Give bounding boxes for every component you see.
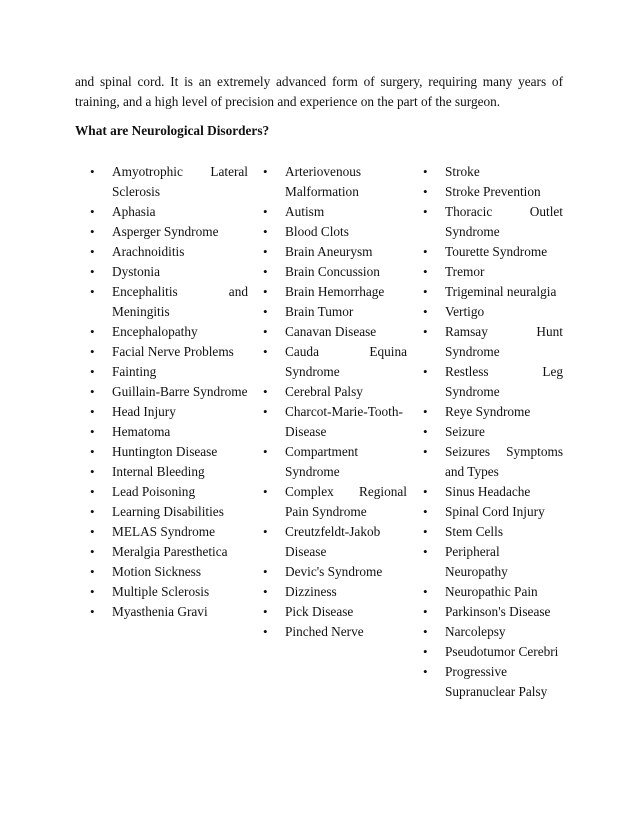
bullet-icon: • — [423, 664, 428, 679]
bullet-icon: • — [263, 224, 268, 239]
list-item-label: Tourette Syndrome — [445, 244, 548, 259]
bullet-icon: • — [263, 164, 268, 179]
list-item — [90, 262, 248, 282]
list-item — [263, 262, 407, 282]
list-item-label: Seizure — [445, 424, 485, 439]
bullet-icon: • — [90, 204, 95, 219]
list-item-label: Pinched Nerve — [285, 624, 364, 639]
list-item-label: Sinus Headache — [445, 484, 531, 499]
list-item — [263, 302, 407, 322]
list-item-label: Brain Tumor — [285, 304, 354, 319]
list-item-label: Facial Nerve Problems — [112, 344, 234, 359]
bullet-icon: • — [90, 544, 95, 559]
list-item-label: Lead Poisoning — [112, 484, 196, 499]
list-item-label: Pick Disease — [285, 604, 354, 619]
list-item — [263, 162, 407, 202]
list-item-label: Parkinson's Disease — [445, 604, 551, 619]
bullet-icon: • — [90, 484, 95, 499]
list-item — [90, 562, 248, 582]
bullet-icon: • — [90, 424, 95, 439]
list-item — [263, 402, 407, 442]
list-item — [90, 242, 248, 262]
list-item-label: Brain Aneurysm — [285, 244, 373, 259]
bullet-icon: • — [423, 184, 428, 199]
bullet-icon: • — [263, 624, 268, 639]
list-item — [423, 542, 563, 582]
list-item-label: Tremor — [445, 264, 485, 279]
list-item — [423, 602, 563, 622]
bullet-icon: • — [423, 524, 428, 539]
list-item — [423, 622, 563, 642]
list-item-label: Pseudotumor Cerebri — [445, 644, 559, 659]
list-item — [423, 182, 563, 202]
list-item-label: Amyotrophic Lateral Sclerosis — [112, 164, 248, 199]
bullet-icon: • — [90, 444, 95, 459]
list-item — [90, 402, 248, 422]
list-item — [263, 442, 407, 482]
bullet-icon: • — [423, 584, 428, 599]
list-item-label: Encephalopathy — [112, 324, 198, 339]
list-item — [423, 282, 563, 302]
list-item-label: Blood Clots — [285, 224, 349, 239]
list-item — [423, 422, 563, 442]
bullet-icon: • — [263, 584, 268, 599]
bullet-icon: • — [423, 264, 428, 279]
bullet-icon: • — [90, 504, 95, 519]
list-item — [423, 522, 563, 542]
list-item — [90, 522, 248, 542]
list-item — [90, 282, 248, 322]
bullet-icon: • — [423, 504, 428, 519]
list-item-label: Peripheral Neuropathy — [445, 544, 508, 579]
bullet-icon: • — [423, 624, 428, 639]
list-item — [90, 362, 248, 382]
list-item — [90, 342, 248, 362]
list-item — [263, 562, 407, 582]
list-item — [263, 282, 407, 302]
list-item — [423, 262, 563, 282]
list-item-label: MELAS Syndrome — [112, 524, 216, 539]
list-item-label: Seizures Symptoms and Types — [445, 444, 563, 479]
bullet-icon: • — [423, 444, 428, 459]
list-item — [90, 602, 248, 622]
bullet-icon: • — [90, 404, 95, 419]
list-item — [423, 162, 563, 182]
bullet-icon: • — [263, 384, 268, 399]
list-item — [423, 482, 563, 502]
list-item — [423, 402, 563, 422]
bullet-icon: • — [423, 244, 428, 259]
list-item — [423, 362, 563, 402]
list-item — [90, 582, 248, 602]
list-item-label: Autism — [285, 204, 325, 219]
bullet-icon: • — [90, 284, 95, 299]
disorder-list-column-3 — [423, 162, 563, 702]
list-item-label: Dizziness — [285, 584, 337, 599]
bullet-icon: • — [423, 304, 428, 319]
list-item-label: Asperger Syndrome — [112, 224, 219, 239]
list-item — [423, 642, 563, 662]
bullet-icon: • — [263, 564, 268, 579]
list-item — [423, 502, 563, 522]
list-item — [423, 442, 563, 482]
list-item — [263, 222, 407, 242]
bullet-icon: • — [263, 484, 268, 499]
list-item — [263, 522, 407, 562]
list-item — [263, 482, 407, 522]
bullet-icon: • — [90, 524, 95, 539]
list-item-label: Arteriovenous Malformation — [285, 164, 362, 199]
list-item — [90, 542, 248, 562]
list-item-label: Spinal Cord Injury — [445, 504, 545, 519]
list-item — [423, 322, 563, 362]
bullet-icon: • — [423, 364, 428, 379]
bullet-icon: • — [90, 264, 95, 279]
list-item — [423, 242, 563, 262]
list-item-label: Internal Bleeding — [112, 464, 205, 479]
disorder-list-column-2 — [263, 162, 407, 642]
bullet-icon: • — [263, 324, 268, 339]
list-item-label: Meralgia Paresthetica — [112, 544, 228, 559]
bullet-icon: • — [423, 324, 428, 339]
bullet-icon: • — [423, 204, 428, 219]
list-item-label: Compartment Syndrome — [285, 444, 359, 479]
bullet-icon: • — [90, 244, 95, 259]
bullet-icon: • — [423, 404, 428, 419]
list-item-label: Myasthenia Gravi — [112, 604, 208, 619]
list-item-label: Brain Concussion — [285, 264, 380, 279]
list-item-label: Dystonia — [112, 264, 161, 279]
bullet-icon: • — [90, 384, 95, 399]
bullet-icon: • — [90, 224, 95, 239]
list-item-label: Ramsay Hunt Syndrome — [445, 324, 563, 359]
list-item-label: Stem Cells — [445, 524, 503, 539]
list-item-label: Encephalitis and Meningitis — [112, 284, 248, 319]
bullet-icon: • — [263, 604, 268, 619]
list-item — [423, 582, 563, 602]
list-item-label: Arachnoiditis — [112, 244, 185, 259]
list-item-label: Creutzfeldt-Jakob Disease — [285, 524, 381, 559]
list-item-label: Stroke Prevention — [445, 184, 541, 199]
bullet-icon: • — [263, 444, 268, 459]
list-item-label: Vertigo — [445, 304, 485, 319]
list-item-label: Canavan Disease — [285, 324, 377, 339]
list-item — [90, 422, 248, 442]
list-item — [263, 322, 407, 342]
list-item-label: Progressive Supranuclear Palsy — [445, 664, 548, 699]
list-item — [90, 162, 248, 202]
list-item-label: Cerebral Palsy — [285, 384, 363, 399]
bullet-icon: • — [263, 244, 268, 259]
list-item — [263, 622, 407, 642]
list-item-label: Head Injury — [112, 404, 176, 419]
list-item-label: Hematoma — [112, 424, 171, 439]
disorder-list-column-1 — [90, 162, 248, 622]
list-item-label: Neuropathic Pain — [445, 584, 538, 599]
list-item — [263, 242, 407, 262]
list-item — [263, 202, 407, 222]
list-item — [263, 602, 407, 622]
list-item-label: Multiple Sclerosis — [112, 584, 210, 599]
list-item-label: Aphasia — [112, 204, 156, 219]
list-item — [263, 342, 407, 382]
list-item-label: Stroke — [445, 164, 480, 179]
list-item-label: Charcot-Marie-Tooth-Disease — [285, 404, 403, 439]
list-item-label: Complex Regional Pain Syndrome — [285, 484, 407, 519]
bullet-icon: • — [263, 204, 268, 219]
list-item — [423, 302, 563, 322]
bullet-icon: • — [90, 464, 95, 479]
bullet-icon: • — [263, 264, 268, 279]
bullet-icon: • — [90, 164, 95, 179]
bullet-icon: • — [263, 404, 268, 419]
list-item — [90, 462, 248, 482]
list-item-label: Guillain-Barre Syndrome — [112, 384, 248, 399]
list-item — [423, 202, 563, 242]
list-item — [90, 502, 248, 522]
bullet-icon: • — [263, 524, 268, 539]
list-item-label: Learning Disabilities — [112, 504, 224, 519]
bullet-icon: • — [90, 584, 95, 599]
list-item-label: Narcolepsy — [445, 624, 506, 639]
list-item — [90, 442, 248, 462]
bullet-icon: • — [263, 284, 268, 299]
list-item — [263, 382, 407, 402]
list-item — [423, 662, 563, 702]
list-item — [90, 382, 248, 402]
bullet-icon: • — [263, 304, 268, 319]
list-item-label: Trigeminal neuralgia — [445, 284, 557, 299]
list-item-label: Devic's Syndrome — [285, 564, 383, 579]
list-item-label: Thoracic Outlet Syndrome — [445, 204, 563, 239]
bullet-icon: • — [423, 544, 428, 559]
list-item-label: Brain Hemorrhage — [285, 284, 385, 299]
bullet-icon: • — [423, 164, 428, 179]
bullet-icon: • — [423, 424, 428, 439]
bullet-icon: • — [423, 284, 428, 299]
section-heading: What are Neurological Disorders? — [75, 123, 270, 138]
bullet-icon: • — [423, 644, 428, 659]
list-item — [90, 482, 248, 502]
bullet-icon: • — [90, 344, 95, 359]
bullet-icon: • — [90, 324, 95, 339]
list-item-label: Huntington Disease — [112, 444, 218, 459]
list-item — [263, 582, 407, 602]
bullet-icon: • — [90, 604, 95, 619]
bullet-icon: • — [90, 564, 95, 579]
list-item — [90, 322, 248, 342]
intro-paragraph: and spinal cord. It is an extremely advanced form of surgery, requiring many years of training, and a high level of precision and experience on the part of the surgeon. — [75, 74, 563, 109]
list-item-label: Fainting — [112, 364, 157, 379]
list-item-label: Motion Sickness — [112, 564, 202, 579]
list-item-label: Restless Leg Syndrome — [445, 364, 563, 399]
list-item — [90, 202, 248, 222]
list-item — [90, 222, 248, 242]
list-item-label: Cauda Equina Syndrome — [285, 344, 407, 379]
bullet-icon: • — [263, 344, 268, 359]
bullet-icon: • — [423, 484, 428, 499]
list-item-label: Reye Syndrome — [445, 404, 531, 419]
bullet-icon: • — [423, 604, 428, 619]
bullet-icon: • — [90, 364, 95, 379]
